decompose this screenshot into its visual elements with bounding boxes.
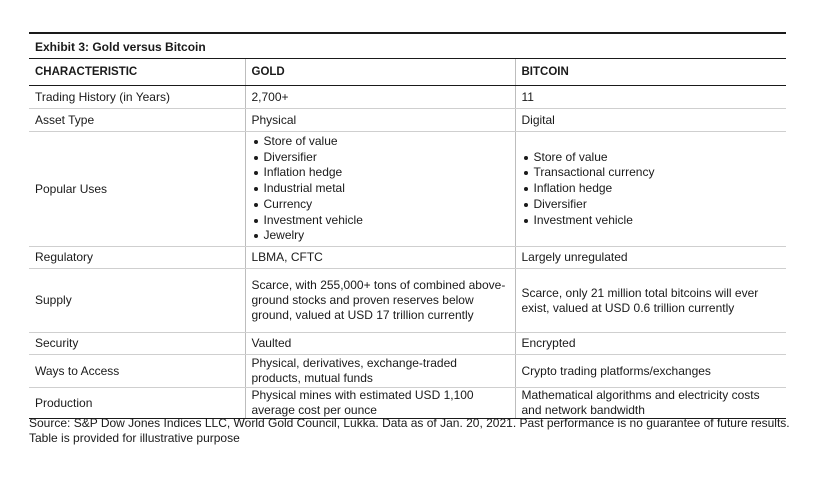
- list-item: Store of value: [252, 134, 509, 150]
- row-label: Popular Uses: [29, 132, 245, 247]
- row-label: Ways to Access: [29, 355, 245, 388]
- gold-cell: Physical mines with estimated USD 1,100 average cost per ounce: [245, 388, 515, 419]
- table-row: [29, 388, 786, 419]
- bitcoin-cell: Encrypted: [515, 333, 786, 355]
- gold-cell: 2,700+: [245, 86, 515, 109]
- gold-cell: Physical, derivatives, exchange-traded products, mutual funds: [245, 355, 515, 388]
- row-label: Supply: [29, 269, 245, 333]
- gold-uses-list: [252, 134, 509, 245]
- bitcoin-cell: 11: [515, 86, 786, 109]
- gold-cell: LBMA, CFTC: [245, 247, 515, 269]
- table-row: [29, 86, 786, 109]
- list-item: Jewelry: [252, 228, 509, 244]
- list-item: Inflation hedge: [252, 165, 509, 181]
- gold-cell: Vaulted: [245, 333, 515, 355]
- exhibit: [29, 32, 786, 419]
- list-item: Diversifier: [252, 150, 509, 166]
- gold-cell: Scarce, with 255,000+ tons of combined above-ground stocks and proven reserves below ground, valued at USD 17 trillion currently: [245, 269, 515, 333]
- table-row: [29, 333, 786, 355]
- bitcoin-cell: Scarce, only 21 million total bitcoins will ever exist, valued at USD 0.6 trillion currently: [515, 269, 786, 333]
- list-item: Diversifier: [522, 197, 781, 213]
- exhibit-title: Exhibit 3: Gold versus Bitcoin: [29, 32, 786, 59]
- row-label: Production: [29, 388, 245, 419]
- row-label: Security: [29, 333, 245, 355]
- row-label: Asset Type: [29, 109, 245, 132]
- list-item: Store of value: [522, 150, 781, 166]
- header-characteristic: CHARACTERISTIC: [29, 59, 245, 86]
- table-row: [29, 269, 786, 333]
- gold-cell: Physical: [245, 109, 515, 132]
- header-gold: GOLD: [245, 59, 515, 86]
- table-row: [29, 355, 786, 388]
- list-item: Industrial metal: [252, 181, 509, 197]
- bitcoin-cell: Crypto trading platforms/exchanges: [515, 355, 786, 388]
- header-bitcoin: BITCOIN: [515, 59, 786, 86]
- list-item: Currency: [252, 197, 509, 213]
- bitcoin-uses-list: [522, 150, 781, 229]
- bitcoin-cell: Mathematical algorithms and electricity costs and network bandwidth: [515, 388, 786, 419]
- gold-cell: [245, 132, 515, 247]
- bitcoin-cell: Digital: [515, 109, 786, 132]
- bitcoin-cell: [515, 132, 786, 247]
- source-note: Source: S&P Dow Jones Indices LLC, World Gold Council, Lukka. Data as of Jan. 20, 2021. Past performance is no guarantee of future results. Table is provided for illustrative purpose: [29, 416, 790, 445]
- table-row: [29, 109, 786, 132]
- table-row: [29, 247, 786, 269]
- table-row: [29, 132, 786, 247]
- header-row: [29, 59, 786, 86]
- bitcoin-cell: Largely unregulated: [515, 247, 786, 269]
- list-item: Investment vehicle: [252, 213, 509, 229]
- list-item: Investment vehicle: [522, 213, 781, 229]
- row-label: Regulatory: [29, 247, 245, 269]
- comparison-table: [29, 59, 786, 419]
- list-item: Inflation hedge: [522, 181, 781, 197]
- row-label: Trading History (in Years): [29, 86, 245, 109]
- list-item: Transactional currency: [522, 165, 781, 181]
